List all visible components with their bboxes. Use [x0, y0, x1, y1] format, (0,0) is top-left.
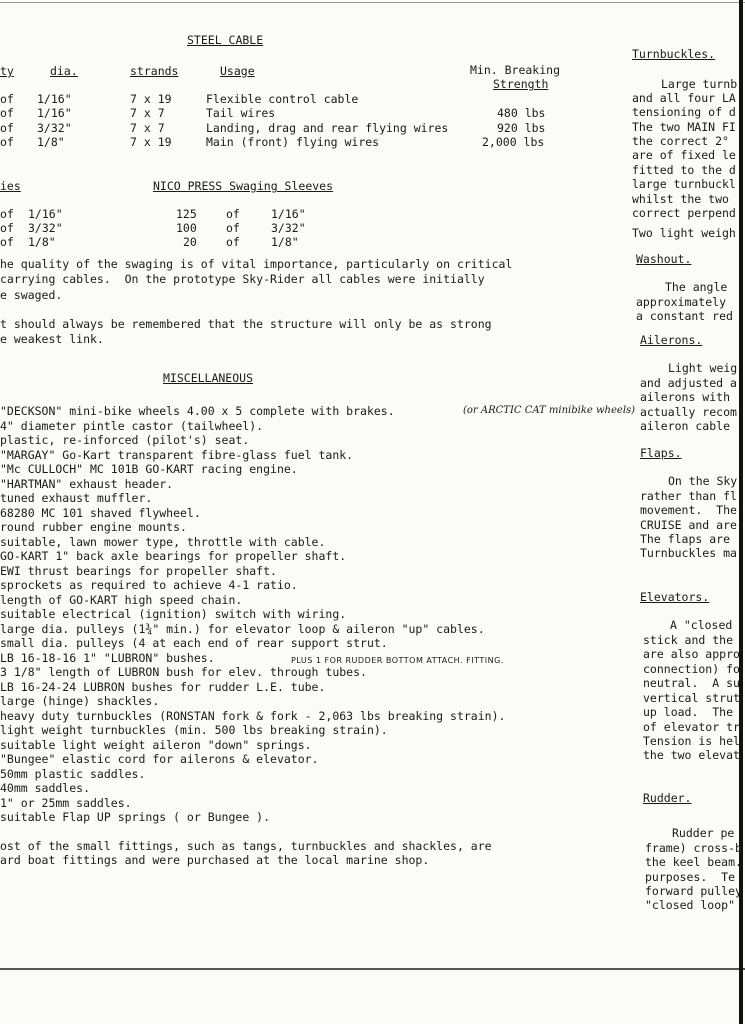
turnbuckles-line-6: are of fixed le — [632, 148, 736, 162]
elevators-line-10: the two elevat — [643, 748, 740, 762]
note-line-4: t should always be remembered that the structure will only be as strong — [0, 317, 492, 331]
misc-item-9: round rubber engine mounts. — [0, 520, 187, 534]
col-header-usage: Usage — [220, 64, 255, 78]
note-line-3: e swaged. — [0, 288, 63, 302]
flaps-line-4: CRUISE and are — [640, 518, 737, 532]
misc-item-2: 4" diameter pintle castor (tailwheel). — [0, 419, 264, 433]
steel-cable-title: STEEL CABLE — [187, 33, 264, 47]
elevators-line-9: Tension is hel — [643, 734, 740, 748]
rudder-line-2: frame) cross-b — [645, 841, 742, 855]
washout-line-2: approximately — [636, 295, 727, 309]
washout-line-1: The angle — [665, 280, 728, 294]
sleeve-row-3-a: of — [0, 235, 14, 249]
sleeves-left-heading: ies — [0, 179, 21, 193]
ailerons-line-5: aileron cable — [640, 419, 731, 433]
ailerons-heading: Ailerons. — [640, 333, 703, 347]
turnbuckles-line-2: and all four LA — [632, 91, 736, 105]
sleeve-row-3-qty: 20 — [183, 235, 197, 249]
misc-item-14: length of GO-KART high speed chain. — [0, 593, 243, 607]
misc-item-12: EWI thrust bearings for propeller shaft. — [0, 564, 277, 578]
rudder-line-3: the keel beam. — [645, 855, 742, 869]
ailerons-line-1: Light weig — [668, 361, 738, 375]
cable-row-4-strands: 7 x 19 — [130, 135, 172, 149]
turnbuckles-line-5: the correct 2° — [632, 134, 729, 148]
rudder-line-5: forward pulley — [645, 884, 742, 898]
handwritten-wheels-note: (or ARCTIC CAT minibike wheels) — [463, 405, 636, 416]
washout-heading: Washout. — [636, 252, 692, 266]
sleeve-row-3-size: 1/8" — [271, 235, 299, 249]
elevators-line-5: neutral. A su — [643, 676, 740, 690]
misc-item-25: "Bungee" elastic cord for ailerons & elevator. — [0, 752, 319, 766]
closing-line-2: ard boat fittings and were purchased at the local marine shop. — [0, 853, 430, 867]
rudder-line-1: Rudder pe — [672, 826, 735, 840]
rudder-line-4: purposes. Te — [645, 870, 736, 884]
elevators-line-7: up load. The — [643, 705, 734, 719]
misc-item-29: suitable Flap UP springs ( or Bungee ). — [0, 810, 271, 824]
misc-item-23: light weight turnbuckles (min. 500 lbs breaking strain). — [0, 723, 388, 737]
misc-item-22: heavy duty turnbuckles (RONSTAN fork & fork - 2,063 lbs breaking strain). — [0, 709, 506, 723]
misc-item-26: 50mm plastic saddles. — [0, 767, 146, 781]
flaps-line-6: Turnbuckles ma — [640, 546, 737, 560]
col-header-dia: dia. — [50, 64, 78, 78]
elevators-line-6: vertical strut — [643, 691, 740, 705]
elevators-line-1: A "closed — [670, 618, 733, 632]
closing-line-1: ost of the small fittings, such as tangs, turnbuckles and shackles, are — [0, 839, 492, 853]
elevators-line-3: are also appro — [643, 647, 740, 661]
handwritten-bushes-note: PLUS 1 FOR RUDDER BOTTOM ATTACH. FITTING. — [291, 656, 504, 665]
col-header-qty: ty — [0, 64, 14, 78]
cable-row-4-qty: of — [0, 135, 14, 149]
turnbuckles-heading: Turnbuckles. — [632, 47, 716, 61]
sleeve-row-2-qty: 100 — [176, 221, 197, 235]
sleeve-row-2-of: of — [226, 221, 240, 235]
cable-row-2-dia: 1/16" — [37, 106, 72, 120]
cable-row-1-dia: 1/16" — [37, 92, 72, 106]
misc-item-15: suitable electrical (ignition) switch with wiring. — [0, 607, 347, 621]
misc-item-11: GO-KART 1" back axle bearings for propeller shaft. — [0, 549, 347, 563]
flaps-line-2: rather than fl — [640, 489, 737, 503]
cable-row-4-strength: 2,000 lbs — [482, 135, 545, 149]
col-header-strength-2: Strength — [493, 77, 549, 91]
cable-row-4-dia: 1/8" — [37, 135, 65, 149]
cable-row-2-usage: Tail wires — [206, 106, 276, 120]
misc-item-3: plastic, re-inforced (pilot's) seat. — [0, 433, 250, 447]
note-line-2: carrying cables. On the prototype Sky-Rider all cables were initially — [0, 272, 485, 286]
sleeve-row-1-qty: 125 — [176, 207, 197, 221]
page-fold-shadow — [739, 0, 743, 1024]
cable-row-2-qty: of — [0, 106, 14, 120]
flaps-heading: Flaps. — [640, 446, 682, 460]
misc-item-16: large dia. pulleys (1¾" min.) for elevator loop & aileron "up" cables. — [0, 622, 485, 636]
misc-item-28: 1" or 25mm saddles. — [0, 796, 132, 810]
sleeve-row-1-of: of — [226, 207, 240, 221]
cable-row-2-strength: 480 lbs — [497, 106, 546, 120]
cable-row-1-usage: Flexible control cable — [206, 92, 359, 106]
misc-item-8: 68280 MC 101 shaved flywheel. — [0, 506, 201, 520]
cable-row-3-dia: 3/32" — [37, 121, 72, 135]
elevators-line-4: connection) fo — [643, 662, 740, 676]
sleeve-row-3-b: 1/8" — [28, 235, 56, 249]
flaps-line-5: The flaps are — [640, 532, 731, 546]
col-header-strands: strands — [130, 64, 179, 78]
sleeve-row-2-size: 3/32" — [271, 221, 306, 235]
elevators-line-8: of elevator tr — [643, 720, 740, 734]
sleeve-row-1-size: 1/16" — [271, 207, 306, 221]
col-header-strength-1: Min. Breaking — [470, 63, 561, 77]
ailerons-line-2: and adjusted a — [640, 376, 737, 390]
turnbuckles-line-11: Two light weigh — [632, 226, 736, 240]
elevators-line-2: stick and the — [643, 633, 734, 647]
cable-row-2-strands: 7 x 7 — [130, 106, 165, 120]
cable-row-3-strands: 7 x 7 — [130, 121, 165, 135]
cable-row-1-qty: of — [0, 92, 14, 106]
ailerons-line-4: actually recom — [640, 405, 737, 419]
cable-row-4-usage: Main (front) flying wires — [206, 135, 380, 149]
top-edge-line — [0, 2, 745, 3]
cable-row-3-usage: Landing, drag and rear flying wires — [206, 121, 449, 135]
note-line-5: e weakest link. — [0, 332, 104, 346]
misc-item-19: 3 1/8" length of LUBRON bush for elev. through tubes. — [0, 665, 367, 679]
turnbuckles-line-7: fitted to the d — [632, 163, 736, 177]
rudder-heading: Rudder. — [643, 791, 692, 805]
misc-item-20: LB 16-24-24 LUBRON bushes for rudder L.E. tube. — [0, 680, 326, 694]
ailerons-line-3: ailerons with — [640, 390, 731, 404]
turnbuckles-line-1: Large turnb — [661, 77, 738, 91]
misc-item-6: "HARTMAN" exhaust header. — [0, 477, 174, 491]
turnbuckles-line-8: large turnbuckl — [632, 177, 736, 191]
turnbuckles-line-9: whilst the two — [632, 192, 729, 206]
washout-line-3: a constant red — [636, 309, 733, 323]
bottom-edge-line — [0, 968, 745, 970]
elevators-heading: Elevators. — [640, 590, 710, 604]
cable-row-3-qty: of — [0, 121, 14, 135]
misc-item-13: sprockets as required to achieve 4-1 ratio. — [0, 578, 298, 592]
cable-row-1-strands: 7 x 19 — [130, 92, 172, 106]
misc-item-21: large (hinge) shackles. — [0, 694, 160, 708]
rudder-line-6: "closed loop" — [645, 898, 736, 912]
misc-item-17: small dia. pulleys (4 at each end of rear support strut. — [0, 636, 388, 650]
misc-item-1: "DECKSON" mini-bike wheels 4.00 x 5 complete with brakes. — [0, 404, 395, 418]
misc-item-4: "MARGAY" Go-Kart transparent fibre-glass fuel tank. — [0, 448, 354, 462]
misc-item-7: tuned exhaust muffler. — [0, 491, 153, 505]
turnbuckles-line-10: correct perpend — [632, 206, 736, 220]
sleeve-row-3-of: of — [226, 235, 240, 249]
misc-item-18: LB 16-18-16 1" "LUBRON" bushes. — [0, 651, 215, 665]
note-line-1: he quality of the swaging is of vital importance, particularly on critical — [0, 257, 513, 271]
misc-item-5: "Mc CULLOCH" MC 101B GO-KART racing engine. — [0, 462, 298, 476]
flaps-line-1: On the Sky — [668, 474, 738, 488]
turnbuckles-line-3: tensioning of d — [632, 105, 736, 119]
flaps-line-3: movement. The — [640, 503, 737, 517]
cable-row-3-strength: 920 lbs — [497, 121, 546, 135]
misc-item-10: suitable, lawn mower type, throttle with cable. — [0, 535, 326, 549]
misc-item-24: suitable light weight aileron "down" springs. — [0, 738, 312, 752]
sleeves-title: NICO PRESS Swaging Sleeves — [153, 179, 334, 193]
turnbuckles-line-4: The two MAIN FI — [632, 120, 736, 134]
misc-title: MISCELLANEOUS — [163, 371, 254, 385]
sleeve-row-2-b: 3/32" — [28, 221, 63, 235]
misc-item-27: 40mm saddles. — [0, 781, 91, 795]
sleeve-row-1-b: 1/16" — [28, 207, 63, 221]
sleeve-row-2-a: of — [0, 221, 14, 235]
sleeve-row-1-a: of — [0, 207, 14, 221]
